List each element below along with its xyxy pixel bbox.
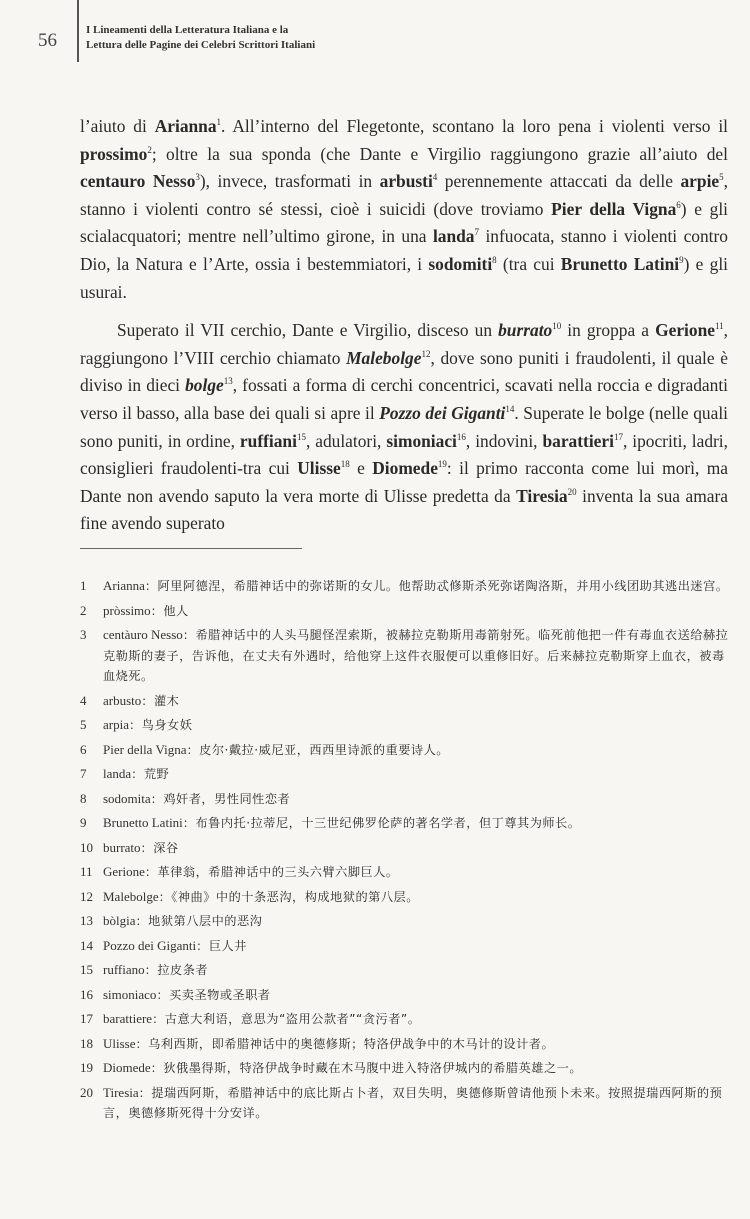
footnote-ref: 6 [676, 199, 681, 210]
footnote-number: 14 [80, 937, 93, 953]
footnote-gloss: ：《神曲》中的十条恶沟，构成地狱的第八层。 [158, 889, 419, 904]
footnote-number: 8 [80, 790, 87, 806]
footnote-ref: 19 [437, 459, 447, 470]
footnote-item [80, 789, 730, 810]
paragraph-2 [80, 317, 728, 538]
footnote-number: 20 [80, 1084, 93, 1100]
footnote-ref: 3 [195, 172, 200, 183]
footnote-term: Tiresia [103, 1084, 139, 1100]
text-run: . Superate le bolge (nelle quali sono puniti, in ordine, [80, 402, 728, 451]
bold-term: Tiresia [516, 485, 568, 506]
footnote-gloss: ：希腊神话中的人头马腿怪涅索斯，被赫拉克勒斯用毒箭射死。临死前他把一件有毒血衣送给赫拉克勒斯的妻子，告诉他，在丈夫有外遇时，给他穿上这件衣服便可以重修旧好。后来赫拉克勒斯穿上血衣，被毒血烧死。 [103, 628, 729, 683]
text-run: , ipocriti, ladri, consiglieri fraudolenti-tra cui [80, 430, 728, 479]
footnote-item [80, 1083, 730, 1124]
footnote-gloss: ：革律翁，希腊神话中的三头六臂六脚巨人。 [144, 865, 399, 879]
footnote-ref: 4 [432, 172, 438, 183]
bold-term: Pozzo dei Giganti [379, 402, 506, 423]
footnote-number: 15 [80, 962, 93, 977]
footnote-term: arpia [103, 717, 129, 732]
footnote-ref: 15 [296, 431, 306, 442]
footnote-number: 1 [80, 578, 87, 593]
footnote-ref: 7 [474, 227, 480, 238]
footnote-number: 13 [80, 913, 93, 928]
bold-term: Pier della Vigna [551, 198, 677, 219]
bold-term: bolge [185, 375, 224, 396]
footnote-term: bòlgia [103, 913, 136, 928]
footnote-number: 16 [80, 986, 93, 1002]
text-run: , raggiungono l’VIII cerchio chiamato [80, 320, 728, 368]
footnote-number: 2 [80, 602, 87, 618]
text-run: perennemente attaccati da delle [437, 171, 681, 192]
footnote-ref: 8 [492, 254, 497, 265]
footnote-item [80, 862, 730, 883]
bold-term: Diomede [372, 458, 438, 479]
footnote-ref: 11 [714, 321, 724, 332]
footnote-gloss: ：地狱第八层中的恶沟 [135, 914, 263, 928]
text-run: inventa la sua amara fine avendo superato [80, 485, 728, 534]
footnote-item [80, 601, 730, 622]
footnote-term: Pier della Vigna [103, 741, 187, 757]
text-run: . All’interno del Flegetonte, scontano la loro pena i violenti verso il [221, 116, 728, 136]
footnote-item [80, 985, 730, 1006]
footnote-gloss: ：乌利西斯，即希腊神话中的奥德修斯；特洛伊战争中的木马计的设计者。 [135, 1036, 555, 1051]
bold-term: Ulisse [297, 458, 341, 479]
footnote-term: barattiere [103, 1011, 153, 1026]
footnote-term: ruffiano [103, 962, 145, 977]
running-title [86, 23, 315, 53]
bold-term: Arianna [154, 116, 217, 136]
footnote-separator [80, 548, 302, 549]
footnote-gloss: ：皮尔·戴拉·威尼亚，西西里诗派的重要诗人。 [186, 742, 449, 757]
footnote-number: 10 [80, 839, 93, 855]
footnote-term: Gerione [103, 864, 145, 879]
text-run: ; oltre la sua sponda (che Dante e Virgilio raggiungono grazie all’aiuto del [151, 143, 728, 164]
footnote-ref: 17 [613, 431, 623, 442]
bold-term: ruffiani [239, 430, 297, 451]
text-run: in groppa a [561, 320, 656, 341]
footnote-item [80, 1034, 730, 1055]
footnote-term: Brunetto Latini [103, 815, 183, 830]
footnote-term: burrato [103, 839, 141, 855]
footnote-term: Pozzo dei Giganti [103, 937, 197, 953]
footnote-ref: 20 [567, 486, 577, 497]
text-run: infuocata, stanno i violenti contro Dio, la Natura e l’Arte, ossia i bestemmiatori, i [80, 226, 728, 274]
footnote-gloss: ：古意大利语，意思为“盗用公款者”“贪污者”。 [152, 1012, 421, 1026]
text-run: e [349, 458, 373, 479]
footnote-term: pròssimo [103, 602, 151, 618]
footnote-term: sodomita [103, 790, 151, 806]
bold-term: Brunetto Latini [560, 253, 680, 274]
footnote-number: 17 [80, 1011, 93, 1026]
footnote-term: Diomede [103, 1060, 151, 1075]
footnote-ref: 16 [456, 431, 466, 442]
footnote-term: arbusto [103, 692, 142, 708]
text-run: l’aiuto di [80, 116, 155, 136]
bold-term: arpie [680, 171, 720, 192]
text-run: Superato il VII cerchio, Dante e Virgilio, disceso un [117, 320, 499, 341]
footnote-ref: 13 [223, 376, 233, 387]
footnote-gloss: ：鸟身女妖 [128, 718, 193, 732]
text-run: , fossati a forma di cerchi concentrici, scavati nella roccia e digradanti verso il basso, alla base dei quali si apre il [80, 375, 728, 423]
footnote-number: 19 [80, 1060, 93, 1075]
bold-term: Malebolge [346, 347, 422, 368]
footnote-item [80, 1009, 730, 1030]
text-run: ) e gli usurai. [80, 253, 728, 302]
footnote-gloss: ：灌木 [141, 693, 180, 708]
footnote-item [80, 936, 730, 957]
text-run: , dove sono puniti i fraudolenti, il quale è diviso in dieci [80, 347, 728, 396]
footnote-gloss: ：阿里阿德涅，希腊神话中的弥诺斯的女儿。他帮助忒修斯杀死弥诺陶洛斯，并用小线团助其逃出迷宫。 [144, 579, 729, 593]
bold-term: burrato [498, 320, 553, 341]
paragraph-1 [80, 113, 728, 306]
footnote-item [80, 764, 730, 785]
bold-term: prossimo [80, 143, 148, 164]
text-run: , adulatori, [305, 430, 387, 451]
footnote-item [80, 960, 730, 981]
footnote-item [80, 691, 730, 712]
footnote-item [80, 625, 730, 687]
footnote-ref: 5 [719, 172, 724, 183]
footnote-term: Arianna [103, 578, 145, 593]
footnote-gloss: ：狄俄墨得斯，特洛伊战争时藏在木马腹中进入特洛伊城内的希腊英雄之一。 [150, 1061, 583, 1075]
footnote-number: 5 [80, 717, 87, 732]
text-run: ), invece, trasformati in [199, 171, 380, 192]
header-divider [77, 0, 79, 62]
footnote-term: Malebolge [103, 888, 159, 904]
footnote-term: simoniaco [103, 986, 157, 1002]
footnote-ref: 10 [552, 321, 562, 332]
bold-term: sodomiti [428, 253, 493, 274]
footnote-item [80, 838, 730, 859]
footnote-gloss: ：买卖圣物或圣职者 [156, 987, 271, 1002]
text-run: : il primo racconta come lui morì, ma Dante non avendo saputo la vera morte di Ulisse predetta da [80, 458, 728, 506]
footnote-item [80, 576, 730, 597]
text-run: , indovini, [465, 430, 543, 451]
bold-term: arbusti [379, 171, 433, 192]
footnote-term: Ulisse [103, 1035, 136, 1051]
page-number: 56 [38, 30, 57, 51]
page-header [0, 0, 750, 70]
footnote-gloss: ：巨人井 [196, 938, 247, 953]
footnote-number: 11 [80, 864, 93, 879]
footnote-ref: 9 [679, 254, 684, 265]
footnote-gloss: ：布鲁内托·拉蒂尼，十三世纪佛罗伦萨的著名学者，但丁尊其为师长。 [182, 816, 581, 830]
footnote-item [80, 1058, 730, 1079]
footnote-number: 18 [80, 1035, 93, 1051]
footnote-gloss: ：他人 [150, 603, 189, 618]
footnote-item [80, 715, 730, 736]
footnote-ref: 18 [340, 459, 350, 470]
text-run: ) e gli scialacquatori; mentre nell’ultimo girone, in una [80, 198, 728, 247]
footnote-number: 6 [80, 741, 87, 757]
footnote-item [80, 813, 730, 834]
footnote-ref: 2 [147, 144, 152, 155]
footnote-term: landa [103, 766, 132, 781]
footnote-term: centàuro Nesso [103, 627, 183, 642]
text-run: , stanno i violenti contro sé stessi, cioè i suicidi (dove troviamo [80, 171, 728, 219]
bold-term: barattieri [542, 430, 614, 451]
footnote-number: 12 [80, 888, 93, 904]
bold-term: simoniaci [386, 430, 457, 451]
footnote-gloss: ：荒野 [131, 767, 170, 781]
footnote-number: 3 [80, 627, 87, 642]
footnote-number: 7 [80, 766, 87, 781]
footnote-gloss: ：拉皮条者 [144, 963, 209, 977]
footnote-item [80, 887, 730, 908]
footnote-ref: 1 [216, 117, 222, 127]
footnote-ref: 12 [421, 348, 431, 359]
footnote-gloss: ：鸡奸者，男性同性恋者 [150, 791, 291, 806]
footnote-number: 4 [80, 692, 87, 708]
footnote-gloss: ：深谷 [140, 840, 179, 855]
bold-term: centauro Nesso [80, 171, 196, 192]
footnotes-list [80, 576, 730, 1128]
footnote-item [80, 740, 730, 761]
footnote-item [80, 911, 730, 932]
footnote-gloss: ：提瑞西阿斯，希腊神话中的底比斯占卜者，双目失明，奥德修斯曾请他预卜未来。按照提瑞西阿斯的预言，奥德修斯死得十分安详。 [103, 1085, 723, 1120]
main-text [80, 113, 728, 538]
text-run: (tra cui [496, 253, 561, 274]
bold-term: landa [432, 226, 475, 247]
bold-term: Gerione [655, 320, 715, 341]
running-title-line-1: I Lineamenti della Letteratura Italiana e la [86, 24, 289, 36]
running-title-line-2: Lettura delle Pagine dei Celebri Scrittori Italiani [86, 39, 316, 51]
footnote-number: 9 [80, 815, 87, 830]
footnote-ref: 14 [505, 403, 515, 414]
